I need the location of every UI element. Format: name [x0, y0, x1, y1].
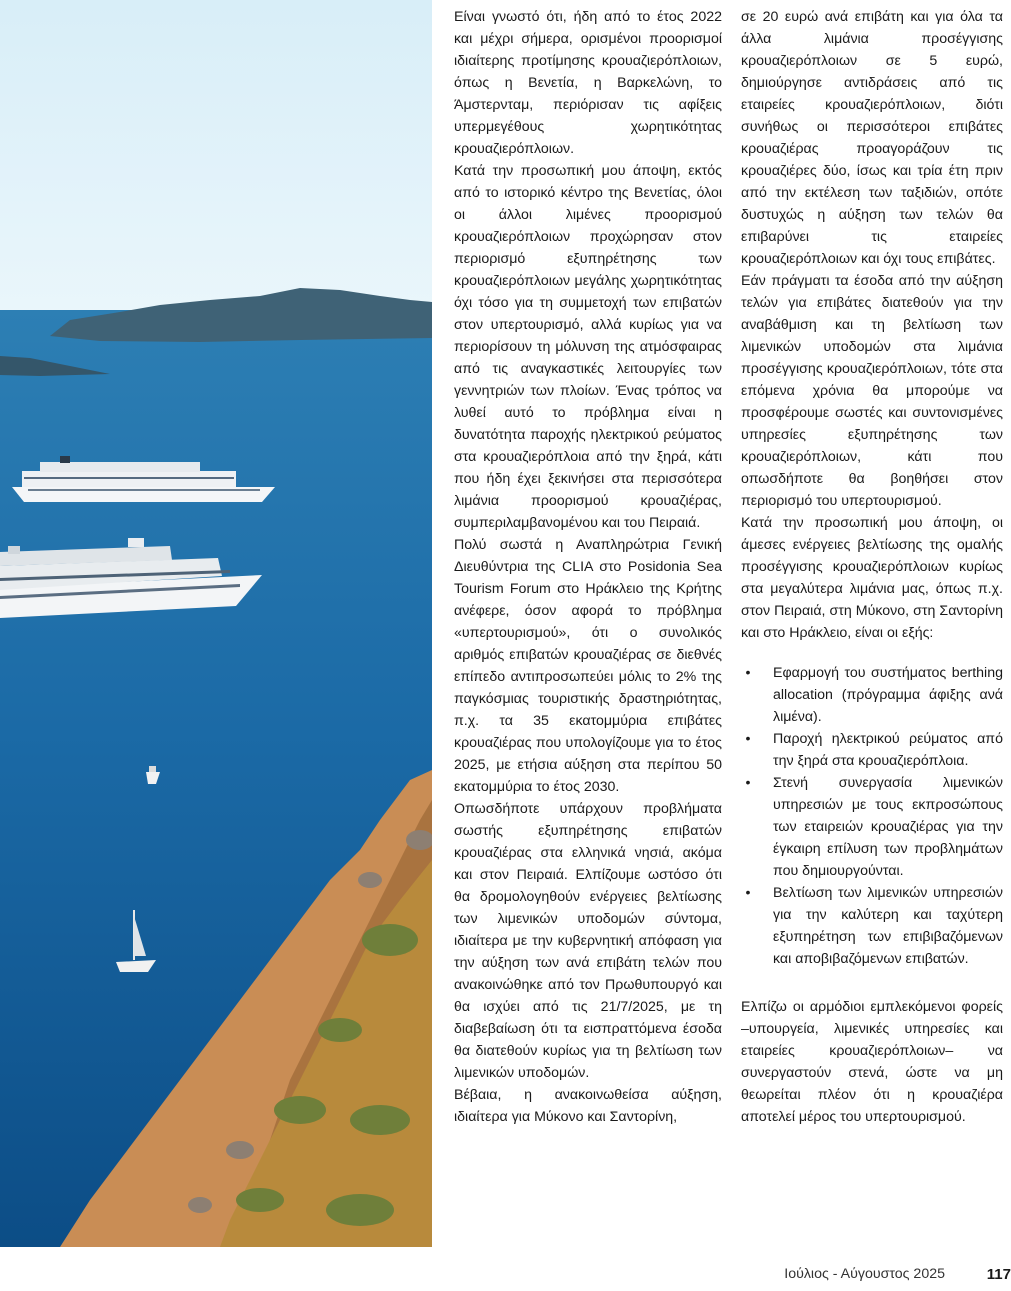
paragraph: Οπωσδήποτε υπάρχουν προβλήματα σωστής εξυπηρέτησης επιβατών κρουαζιέρας στα ελληνικά νησιά, ακόμα και στον Πειραιά. Ελπίζουμε ωστόσο ότι θα δρομολογηθούν ενέργειες βελτίωσης των λιμενικών υποδομών σύντομα, ιδιαίτερα με την κυβερνητική απόφαση για την αύξηση των ανά επιβάτη τελών που ανακοινώθηκε από τον Πρωθυπουργό και θα ισχύει από τις 21/7/2025, με τη διαβεβαίωση ότι τα εισπραττόμενα έσοδα θα διατεθούν κυρίως για τη βελτίωση των λιμενικών υποδομών. — [454, 801, 722, 1081]
bullet-list — [741, 662, 1003, 970]
list-item — [741, 772, 1003, 882]
list-item — [741, 882, 1003, 970]
list-item — [741, 728, 1003, 772]
santorini-cruise-photo — [0, 0, 432, 1247]
list-item-text: Παροχή ηλεκτρικού ρεύματος από την ξηρά στα κρουαζιερόπλοια. — [773, 731, 1003, 769]
paragraph: Είναι γνωστό ότι, ήδη από το έτος 2022 και μέχρι σήμερα, ορισμένοι προορισμοί ιδιαίτερης προτίμησης κρουαζιερόπλοιων, όπως η Βενετία, η Βαρκελώνη, το Άμστερνταμ, περιόρισαν τις αφίξεις υπερμεγέθους χωρητικότητας κρουαζιερόπλοιων. — [454, 9, 722, 157]
bullet-icon: • — [745, 665, 751, 681]
paragraph: Πολύ σωστά η Αναπληρώτρια Γενική Διευθύντρια της CLIA στο Posidonia Sea Tourism Forum στο Ηράκλειο της Κρήτης ανέφερε, όσον αφορά το πρόβλημα «υπερτουρισμού», ότι ο συνολικός αριθμός επιβατών κρουαζιέρας σε διεθνές επίπεδο αντιπροσωπεύει μόλις το 2% της παγκόσμιας τουριστικής δραστηριότητας, π.χ. τα 35 εκατομμύρια επιβάτες κρουαζιέρας που υπολογίζουμε για το έτος 2025, με ετήσια αύξηση στα περίπου 50 εκατομμύρια το έτος 2030. — [454, 537, 722, 795]
article-column-left — [454, 6, 722, 1128]
page-footer — [0, 1266, 1011, 1290]
photo-illustration — [0, 0, 432, 1247]
paragraph: Κατά την προσωπική μου άποψη, οι άμεσες ενέργειες βελτίωσης της ομαλής προσέγγισης κρουαζιερόπλοιων κυρίως στα μεγαλύτερα λιμάνια μας, όπως π.χ. στον Πειραιά, στη Μύκονο, στη Σαντορίνη και στο Ηράκλειο, είναι οι εξής: — [741, 515, 1003, 641]
bullet-icon: • — [745, 731, 751, 747]
article-column-right — [741, 6, 1003, 1128]
list-item-text: Στενή συνεργασία λιμενικών υπηρεσιών με τους εκπροσώπους των εταιρειών κρουαζιέρας για την έγκαιρη επίλυση των προβλημάτων που δημιουργούνται. — [773, 775, 1003, 879]
list-item — [741, 662, 1003, 728]
paragraph: Εάν πράγματι τα έσοδα από την αύξηση τελών για επιβάτες διατεθούν για την αναβάθμιση και τη βελτίωση των λιμενικών υποδομών στα λιμάνια προσέγγισης κρουαζιερόπλοιων, τότε στα επόμενα χρόνια θα μπορούμε να προσφέρουμε σωστές και συντονισμένες υπηρεσίες εξυπηρέτησης των κρουαζιερόπλοιων, κάτι που οπωσδήποτε θα βοηθήσει στον περιορισμό του υπερτουρισμού. — [741, 273, 1003, 509]
list-item-text: Εφαρμογή του συστήματος berthing allocation (πρόγραμμα άφιξης ανά λιμένα). — [773, 665, 1003, 725]
paragraph: Κατά την προσωπική μου άποψη, εκτός από το ιστορικό κέντρο της Βενετίας, όλοι οι άλλοι λιμένες προορισμού κρουαζιερόπλοιων προχώρησαν στον περιορισμό εξυπηρέτησης των κρουαζιερόπλοιων μεγάλης χωρητικότητας όχι τόσο για τη συμμετοχή των επιβατών στον υπερτουρισμό, αλλά κυρίως για να περιορίσουν τη μόλυνση της ατμόσφαιρας από τις αναγκαστικές λειτουργίες των γεννητριών των πλοίων. Ένας τρόπος να λυθεί αυτό το πρόβλημα είναι η δυνατότητα παροχής ηλεκτρικού ρεύματος στα κρουαζιερόπλοια από την ξηρά, κάτι που ήδη έχει ξεκινήσει στα περισσότερα λιμάνια προορισμού κρουαζιέρας, συμπεριλαμβανομένου και του Πειραιά. — [454, 163, 722, 531]
bullet-icon: • — [745, 775, 751, 791]
closing-paragraph: Ελπίζω οι αρμόδιοι εμπλεκόμενοι φορείς –υπουργεία, λιμενικές υπηρεσίες και εταιρείες κρουαζιερόπλοιων– να συνεργαστούν στενά, ώστε να μη θεωρείται πλέον ότι η κρουαζιέρα αποτελεί μέρος του υπερτουρισμού. — [741, 999, 1003, 1125]
issue-date: Ιούλιος - Αύγουστος 2025 — [784, 1266, 945, 1282]
paragraph: σε 20 ευρώ ανά επιβάτη και για όλα τα άλλα λιμάνια προσέγγισης κρουαζιερόπλοιων σε 5 ευρώ, δημιούργησε αντιδράσεις από τις εταιρείες κρουαζιερόπλοιων, διότι συνήθως οι περισσότεροι επιβάτες κρουαζιέρας προαγοράζουν τις κρουαζιέρες δύο, ίσως και τρία έτη πριν από την εκτέλεση των ταξιδιών, οπότε δυστυχώς η αύξηση των τελών θα επιβαρύνει τις εταιρείες κρουαζιερόπλοιων και όχι τους επιβάτες. — [741, 9, 1003, 267]
list-item-text: Βελτίωση των λιμενικών υπηρεσιών για την καλύτερη και ταχύτερη εξυπηρέτηση των επιβιβαζόμενων και αποβιβαζόμενων επιβατών. — [773, 885, 1003, 967]
bullet-icon: • — [745, 885, 751, 901]
sky — [0, 0, 432, 320]
page-number: 117 — [986, 1266, 1011, 1283]
paragraph: Βέβαια, η ανακοινωθείσα αύξηση, ιδιαίτερα για Μύκονο και Σαντορίνη, — [454, 1087, 722, 1125]
